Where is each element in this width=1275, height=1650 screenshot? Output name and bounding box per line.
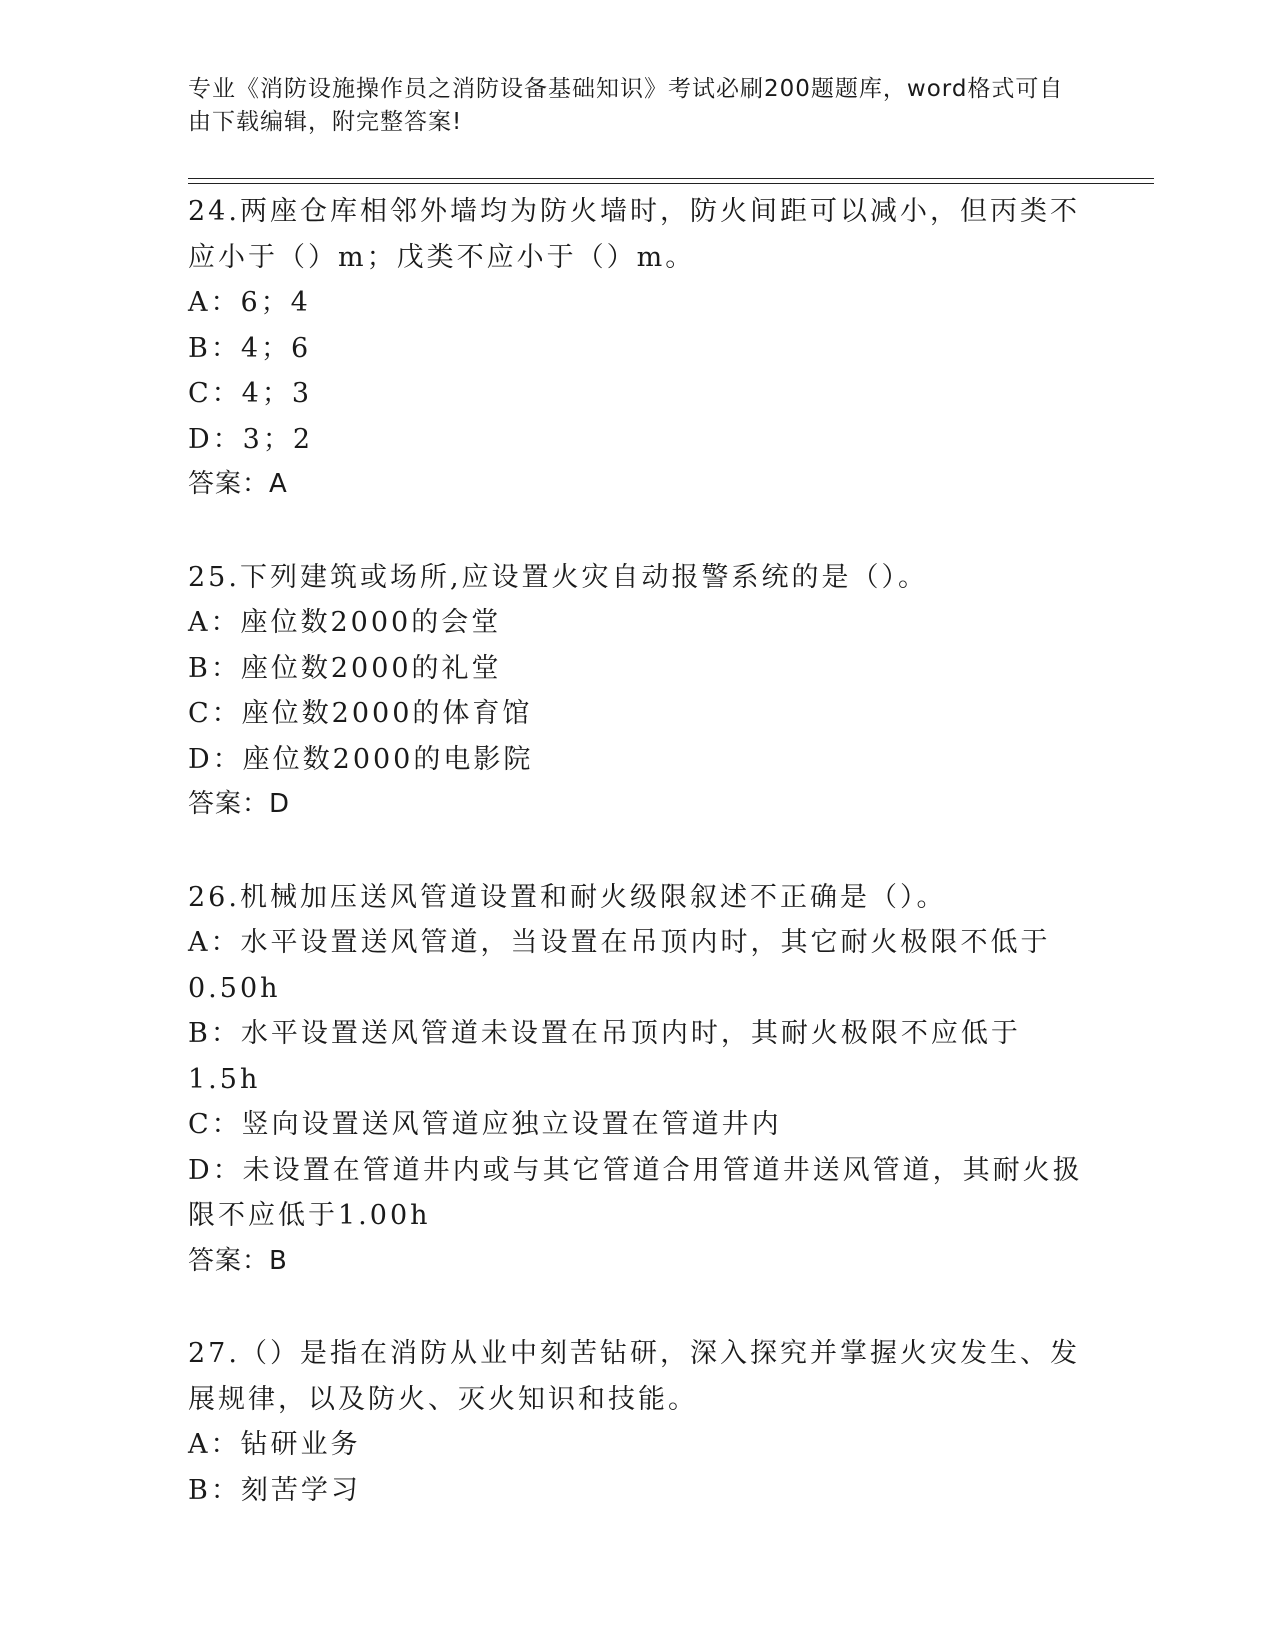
answer-line: 答案：A (188, 469, 288, 499)
option-a: A：6；4 (188, 287, 311, 318)
option-a: A：水平设置送风管道，当设置在吊顶内时，其它耐火极限不低于0.50h (188, 927, 1051, 1004)
document-header: 专业《消防设施操作员之消防设备基础知识》考试必刷200题题库，word格式可自由下载编辑，附完整答案! (188, 76, 1064, 135)
option-d: D：未设置在管道井内或与其它管道合用管道井送风管道，其耐火扱限不应低于1.00h (188, 1154, 1083, 1231)
option-c: C：竖向设置送风管道应独立设置在管道井内 (188, 1109, 782, 1140)
option-d: D：3；2 (188, 423, 314, 455)
question-stem: 25.下列建筑或场所,应设置火灾自动报警系统的是（）。 (188, 561, 929, 593)
option-b: B：座位数2000的礼堂 (188, 652, 502, 684)
question-27 (188, 1331, 1088, 1513)
header-divider-top (188, 178, 1154, 179)
question-24 (188, 189, 1088, 508)
question-stem: 27.（）是指在消防从业中刻苦钻研，深入探究并掌握火灾发生、发展规律，以及防火、灭火知识和技能。 (188, 1338, 1080, 1415)
answer-line: 答案：D (188, 789, 291, 819)
option-d: D：座位数2000的电影院 (188, 743, 534, 775)
option-b: B：4；6 (188, 332, 312, 364)
option-b: B：水平设置送风管道未设置在吊顶内时，其耐火极限不应低于1.5h (188, 1018, 1021, 1095)
question-stem: 24.两座仓库相邻外墙均为防火墙时，防火间距可以减小，但丙类不应小于（）m；戊类不应小于（）m。 (188, 196, 1080, 273)
option-b: B：刻苦学习 (188, 1474, 361, 1506)
option-c: C：座位数2000的体育馆 (188, 698, 533, 729)
header-divider-bottom (188, 183, 1154, 184)
option-a: A：钻研业务 (188, 1429, 361, 1460)
question-stem: 26.机械加压送风管道设置和耐火级限叙述不正确是（）。 (188, 881, 947, 913)
question-26 (188, 875, 1088, 1285)
option-a: A：座位数2000的会堂 (188, 607, 502, 638)
question-25 (188, 555, 1088, 828)
option-c: C：4；3 (188, 378, 313, 409)
answer-line: 答案：B (188, 1245, 288, 1276)
question-list (188, 189, 1088, 1560)
